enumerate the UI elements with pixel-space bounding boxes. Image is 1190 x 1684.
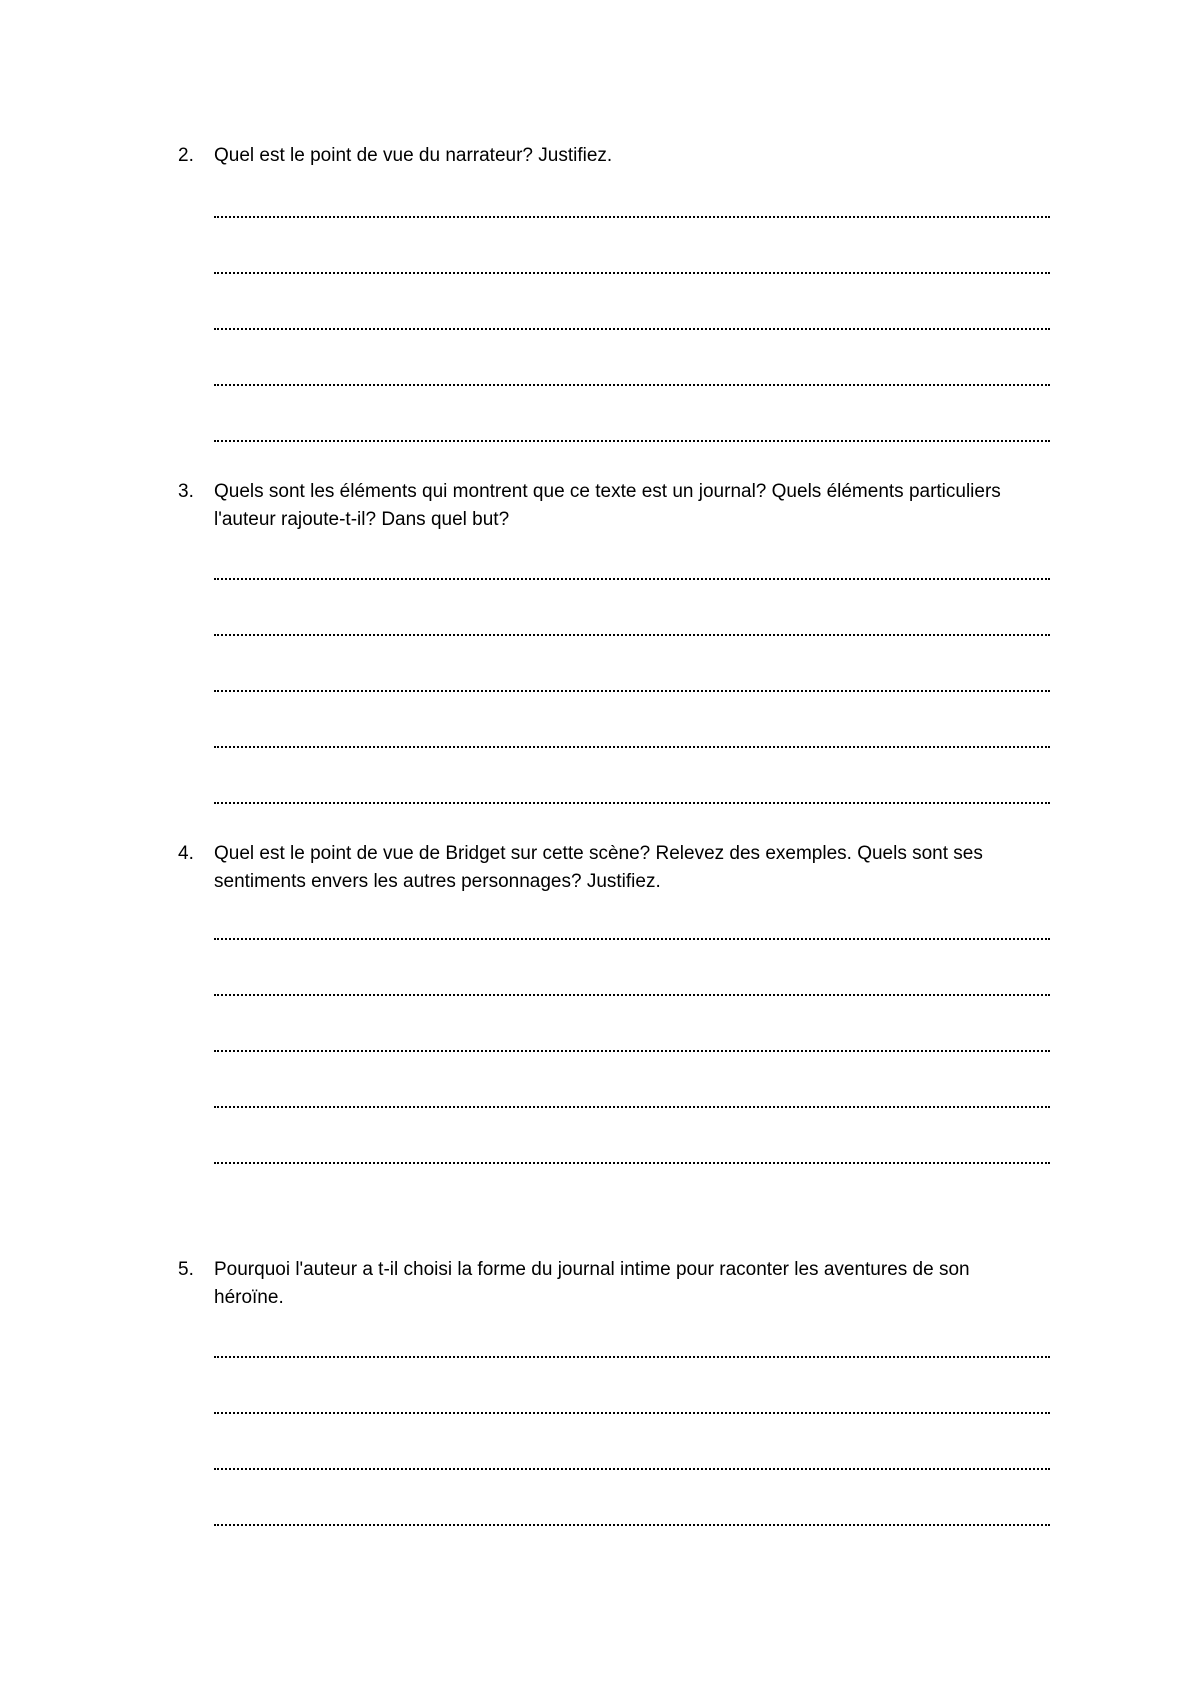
answer-line[interactable] [214, 1462, 1050, 1470]
question-number: 4. [178, 843, 194, 864]
question-text-line: sentiments envers les autres personnages? Justifiez. [214, 871, 661, 892]
question-text-line: Pourquoi l'auteur a t-il choisi la forme du journal intime pour raconter les aventures de son [214, 1259, 970, 1280]
question-2 [178, 142, 1058, 170]
answer-line[interactable] [214, 1044, 1050, 1052]
answer-line[interactable] [214, 210, 1050, 218]
question-text [214, 478, 1058, 534]
question-number: 3. [178, 481, 194, 502]
answer-line[interactable] [214, 1100, 1050, 1108]
answer-line[interactable] [214, 434, 1050, 442]
question-text [214, 840, 1058, 896]
question-text-line: l'auteur rajoute-t-il? Dans quel but? [214, 509, 510, 530]
answer-line[interactable] [214, 572, 1050, 580]
answer-line[interactable] [214, 932, 1050, 940]
answer-line[interactable] [214, 1156, 1050, 1164]
answer-line[interactable] [214, 1350, 1050, 1358]
answer-line[interactable] [214, 988, 1050, 996]
question-number: 2. [178, 145, 194, 166]
answer-line[interactable] [214, 322, 1050, 330]
answer-line[interactable] [214, 378, 1050, 386]
answer-line[interactable] [214, 684, 1050, 692]
answer-line[interactable] [214, 266, 1050, 274]
answer-line[interactable] [214, 628, 1050, 636]
question-text-line: Quel est le point de vue de Bridget sur cette scène? Relevez des exemples. Quels sont ses [214, 843, 983, 864]
question-text-line: héroïne. [214, 1287, 284, 1308]
question-text: Quel est le point de vue du narrateur? Justifiez. [214, 145, 613, 166]
question-text-line: Quels sont les éléments qui montrent que ce texte est un journal? Quels éléments particuliers [214, 481, 1001, 502]
answer-line[interactable] [214, 1518, 1050, 1526]
answer-line[interactable] [214, 740, 1050, 748]
question-text [214, 1256, 1058, 1312]
answer-line[interactable] [214, 796, 1050, 804]
question-4 [178, 840, 1058, 896]
question-number: 5. [178, 1259, 194, 1280]
question-3 [178, 478, 1058, 534]
question-5 [178, 1256, 1058, 1312]
answer-line[interactable] [214, 1406, 1050, 1414]
